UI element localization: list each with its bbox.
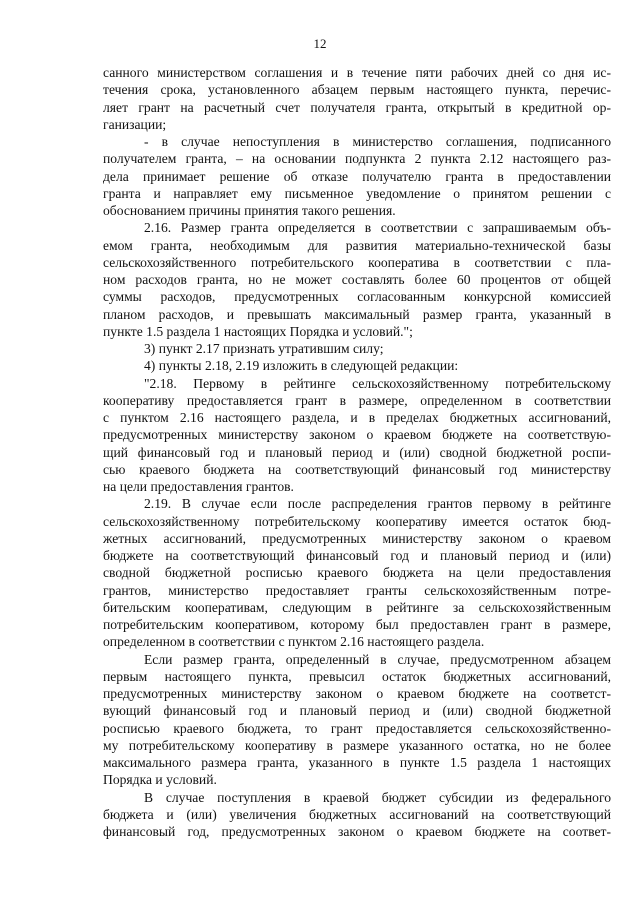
text-line: 4) пункты 2.18, 2.19 изложить в следующей редакции: — [144, 358, 459, 374]
text-line: Порядка и условий. — [103, 772, 217, 788]
text-line: росписью краевого бюджета, то грант предоставляется сельскохозяйственно- — [103, 720, 611, 736]
text-line: течения срока, установленного абзацем первым настоящего пункта, перечис- — [103, 82, 611, 98]
text-line: сводной бюджетной росписью краевого бюджета на цели предоставления — [103, 565, 611, 581]
text-line: Если размер гранта, определенный в случае, предусмотренном абзацем — [144, 651, 611, 667]
text-line: сью краевого бюджета на соответствующий финансовый год министерству — [103, 461, 611, 477]
text-line: жетных ассигнований, предусмотренных министерству законом о краевом — [103, 530, 611, 546]
text-line: ганизации; — [103, 116, 167, 132]
text-line: с пунктом 2.16 настоящего раздела, и в пределах бюджетных ассигнований, — [103, 410, 611, 425]
text-line: В случае поступления в краевой бюджет субсидии из федерального — [144, 789, 611, 805]
text-line: сельскохозяйственному потребительскому кооперативу имеется остаток бюд- — [103, 513, 611, 529]
text-line: предусмотренных министерству законом о краевом бюджете на соответствую- — [103, 427, 611, 443]
text-line: потребительским кооперативом, которому был предоставлен грант в размере, — [103, 617, 611, 632]
text-line: санного министерством соглашения и в течение пяти рабочих дней со дня ис- — [103, 65, 611, 80]
text-line: грантов, министерство предоставляет гранты сельскохозяйственным потре- — [103, 582, 611, 598]
text-line: суммы расходов, предусмотренных согласованным конкурсной комиссией — [103, 289, 611, 305]
text-line: 3) пункт 2.17 признать утратившим силу; — [144, 341, 384, 356]
text-line: обоснованием причины принятия такого решения. — [103, 203, 396, 218]
text-line: вующий финансовый год и плановый период и (или) сводной бюджетной — [103, 703, 611, 719]
text-line: ляет грант на расчетный счет получателя гранта, открытый в кредитной ор- — [103, 99, 611, 115]
page-number: 12 — [313, 36, 327, 51]
text-line: 2.16. Размер гранта определяется в соответствии с запрашиваемым объ- — [144, 220, 611, 236]
text-line: финансовый год, предусмотренных законом о краевом бюджете на соответ- — [103, 824, 611, 839]
text-line: 2.19. В случае если после распределения грантов первому в рейтинге — [144, 496, 611, 512]
text-line: дела принимает решение об отказе получателю гранта в предоставлении — [103, 168, 611, 184]
text-line: получателем гранта, – на основании подпункта 2 пункта 2.12 настоящего раз- — [103, 151, 611, 167]
text-line: щий финансовый год и плановый период и (или) сводной бюджетной роспи- — [103, 444, 611, 460]
text-line: максимального размера гранта, указанного в пункте 1.5 раздела 1 настоящих — [103, 755, 611, 770]
document-body-text — [103, 64, 611, 840]
text-line: ном расходов гранта, но не может составлять более 60 процентов от общей — [103, 272, 611, 287]
text-line: планом расходов, и превышать максимальный размер гранта, указанный в — [103, 306, 611, 322]
text-line: сельскохозяйственного потребительского кооператива в соответствии с пла- — [103, 254, 611, 270]
text-line: "2.18. Первому в рейтинге сельскохозяйственному потребительскому — [144, 375, 611, 391]
text-line: первым настоящего пункта, превысил остаток бюджетных ассигнований, — [103, 668, 611, 684]
text-line: гранта и направляет ему письменное уведомление о принятом решении с — [103, 185, 611, 201]
text-line: бительским кооперативам, следующим в рейтинге за сельскохозяйственным — [103, 599, 611, 615]
text-line: пункте 1.5 раздела 1 настоящих Порядка и условий."; — [103, 323, 413, 339]
text-line: предусмотренных министерству законом о краевом бюджете на соответст- — [103, 686, 611, 701]
text-line: определенном в соответствии с пунктом 2.16 настоящего раздела. — [103, 634, 485, 650]
text-line: - в случае непоступления в министерство соглашения, подписанного — [144, 134, 611, 149]
text-line: кооперативу предоставляется грант в размере, определенном в соответствии — [103, 392, 611, 408]
text-line: бюджете на соответствующий финансовый год и плановый период и (или) — [103, 548, 611, 563]
text-line: бюджета и (или) увеличения бюджетных ассигнований на соответствующий — [103, 806, 611, 822]
text-line: му потребительскому кооперативу в размере указанного остатка, но не более — [103, 737, 611, 753]
text-line: емом гранта, необходимым для развития материально-технической базы — [103, 237, 611, 253]
text-line: на цели предоставления грантов. — [103, 479, 294, 494]
